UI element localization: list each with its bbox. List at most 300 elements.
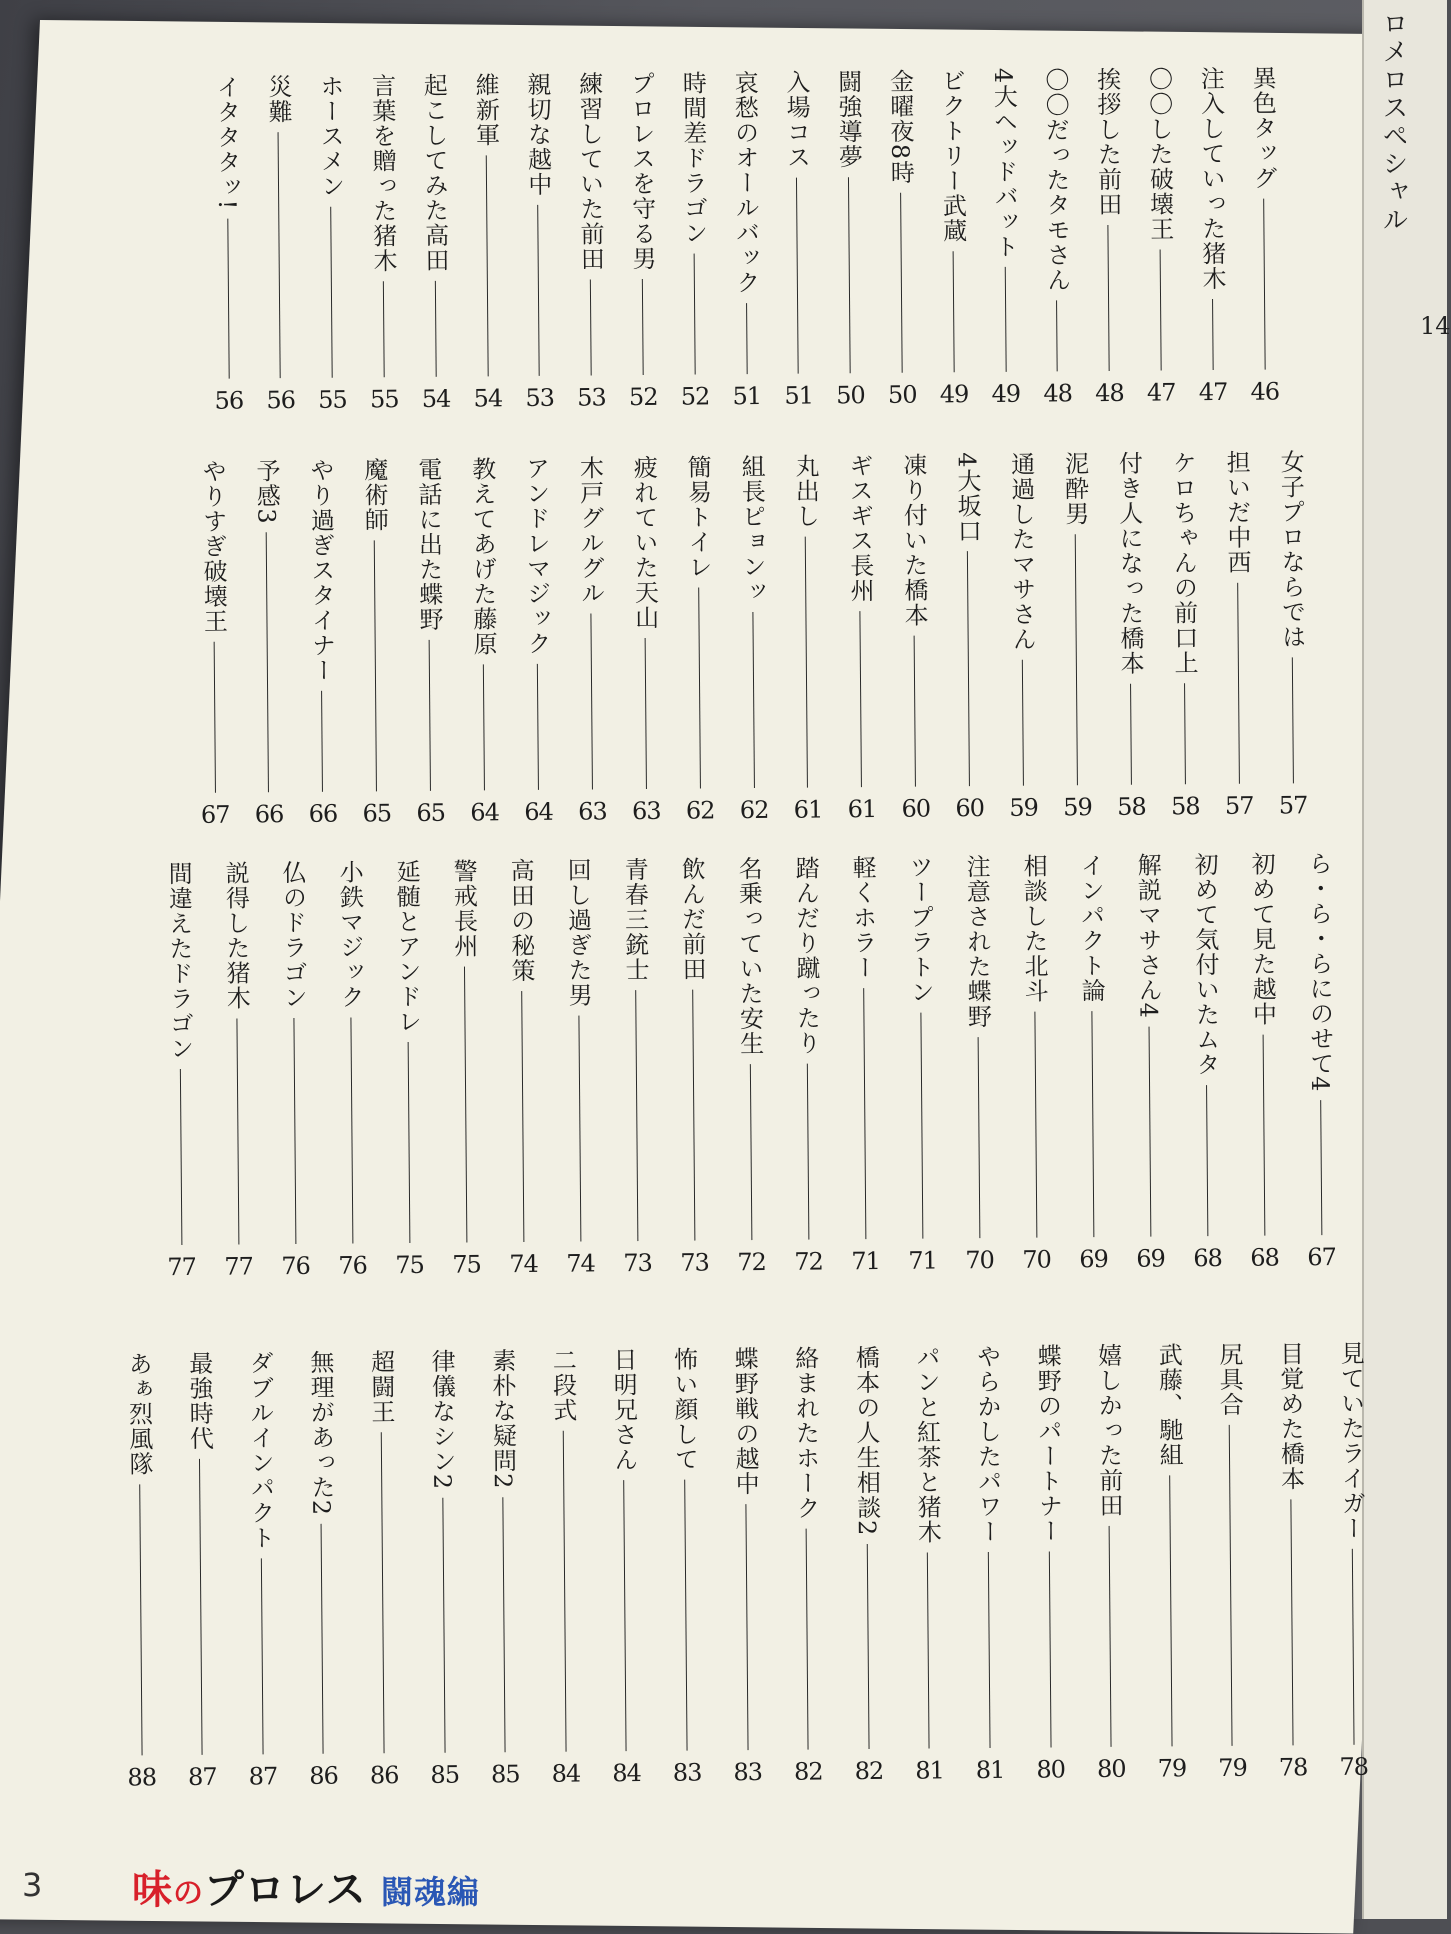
leader-line [866, 1544, 869, 1749]
toc-entry [968, 1344, 1008, 1784]
toc-entry [423, 1349, 463, 1789]
toc-entry [901, 854, 941, 1274]
leader-line [1056, 300, 1058, 371]
entry-page-number: 77 [224, 1252, 253, 1281]
toc-entry [844, 855, 884, 1275]
entry-page-number: 69 [1079, 1244, 1108, 1274]
leader-line [537, 205, 539, 376]
leader-line [383, 281, 385, 377]
toc-entry [362, 1349, 402, 1789]
leader-line [227, 218, 229, 378]
leader-line [698, 588, 701, 789]
entry-title: 簡易トイレ [683, 454, 713, 580]
leader-line [927, 1553, 930, 1749]
entry-title: 付き人になった橋本 [1114, 450, 1145, 676]
entry-title: 二段式 [548, 1347, 577, 1423]
entry-page-number: 60 [901, 794, 931, 823]
toc-entry [1129, 852, 1169, 1272]
toc-entry [1150, 1342, 1190, 1782]
entry-title: 挨拶した前田 [1092, 66, 1122, 218]
entry-page-number: 57 [1224, 791, 1254, 820]
toc-entry [933, 68, 972, 408]
toc-entry [1003, 452, 1042, 822]
entry-title: 4大坂口 [952, 452, 982, 544]
entry-title: 蝶野のパートナー [1033, 1343, 1063, 1544]
toc-entry [841, 453, 880, 823]
leader-line [442, 1498, 445, 1753]
leader-line [623, 1480, 626, 1751]
leader-line [684, 1480, 687, 1751]
leader-line [1004, 267, 1006, 372]
leader-line [848, 177, 851, 373]
leader-line [806, 1064, 809, 1240]
leader-line [860, 611, 863, 787]
toc-entry [665, 1346, 705, 1786]
entry-page-number: 66 [254, 800, 284, 829]
leader-line [562, 1431, 566, 1752]
entry-page-number: 53 [577, 383, 606, 412]
entry-page-number: 61 [847, 794, 877, 824]
leader-line [236, 1019, 239, 1245]
toc-entry [673, 856, 713, 1276]
toc-entry [1110, 451, 1149, 821]
entry-page-number: 77 [167, 1252, 196, 1282]
entry-page-number: 51 [732, 381, 762, 411]
entry-title: 練習していた前田 [574, 71, 605, 272]
toc-entry [217, 860, 257, 1280]
toc-entry [1029, 1343, 1069, 1783]
leader-line [745, 1504, 748, 1750]
toc-entry [502, 858, 542, 1278]
leader-line [330, 207, 332, 378]
entry-title: 高田の秘策 [506, 857, 536, 984]
toc-entry [312, 74, 351, 414]
toc-entry [1037, 67, 1076, 407]
entry-title: インパクト論 [1076, 852, 1106, 1004]
entry-page-number: 61 [793, 795, 823, 824]
toc-entry [1332, 1341, 1372, 1781]
entry-page-number: 48 [1095, 378, 1124, 408]
entry-title: 尻具合 [1214, 1341, 1244, 1418]
entry-page-number: 86 [369, 1761, 399, 1790]
entry-title: 言葉を贈った猪木 [367, 73, 398, 274]
leader-line [502, 1498, 505, 1753]
entry-page-number: 55 [318, 385, 347, 414]
entry-title: 間違えたドラゴン [164, 860, 194, 1062]
entry-page-number: 80 [1096, 1754, 1126, 1784]
entry-title: 日明兄さん [608, 1347, 638, 1473]
toc-entry [949, 452, 988, 822]
entry-title: 見ていたライガー [1336, 1340, 1366, 1541]
toc-entry [787, 1345, 827, 1785]
entry-title: 律儀なシン2 [427, 1348, 457, 1491]
entry-page-number: 78 [1339, 1752, 1369, 1781]
leader-line [199, 1459, 203, 1755]
toc-entry [895, 452, 934, 822]
entry-page-number: 76 [338, 1251, 367, 1280]
leader-line [266, 533, 269, 793]
entry-title: 注入していった猪木 [1196, 65, 1227, 292]
entry-title: 維新軍 [471, 72, 500, 148]
leader-line [746, 303, 748, 374]
leader-line [988, 1552, 991, 1748]
entry-title: 4大ヘッドバット [989, 67, 1019, 260]
entry-page-number: 46 [1250, 377, 1280, 406]
leader-line [1159, 249, 1161, 370]
toc-entry [958, 854, 998, 1274]
entry-page-number: 73 [680, 1248, 709, 1277]
logo-char1: 味 [132, 1867, 173, 1913]
leader-line [1034, 1012, 1037, 1238]
entry-title: 通過したマサさん [1006, 451, 1037, 652]
entry-page-number: 85 [430, 1760, 460, 1789]
leader-line [483, 664, 485, 790]
toc-entry [467, 72, 506, 412]
logo-main: プロレス [204, 1867, 367, 1913]
logo-sub: 闘魂編 [380, 1873, 480, 1911]
leader-line [1351, 1549, 1354, 1745]
entry-title: 説得した猪木 [221, 860, 251, 1011]
leader-line [179, 1069, 182, 1245]
entry-page-number: 75 [395, 1250, 424, 1280]
entry-title: ら・ら・らにのせて4 [1304, 850, 1335, 1093]
leader-line [578, 1016, 581, 1242]
toc-entry [847, 1345, 887, 1785]
leader-line [485, 155, 488, 376]
toc-entry [410, 457, 449, 827]
entry-page-number: 58 [1170, 792, 1200, 821]
entry-title: 飲んだ前田 [677, 856, 707, 982]
entry-title: 泥酔男 [1060, 451, 1090, 527]
entry-page-number: 71 [851, 1246, 880, 1276]
entry-page-number: 57 [1278, 791, 1308, 820]
leader-line [213, 642, 215, 793]
entry-title: プロレスを守る男 [626, 70, 657, 272]
entry-title: 素朴な疑問2 [487, 1348, 517, 1490]
toc-entry [787, 855, 827, 1275]
toc-entry [464, 456, 503, 826]
entry-page-number: 70 [965, 1245, 994, 1275]
entry-title: 木戸グルグル [575, 455, 605, 606]
entry-title: 初めて見た越中 [1247, 851, 1277, 1027]
entry-title: 初めて気付いたムタ [1190, 851, 1220, 1078]
entry-title: 哀愁のオールバック [730, 69, 760, 296]
entry-title: やりすぎ破壊王 [198, 458, 228, 634]
entry-page-number: 63 [631, 796, 661, 826]
toc-entry [616, 857, 656, 1277]
leader-line [590, 279, 592, 375]
toc-entry [1211, 1342, 1251, 1782]
toc-entry [484, 1348, 524, 1788]
toc-entry [830, 69, 869, 409]
entry-page-number: 68 [1193, 1243, 1222, 1273]
leader-line [381, 1432, 385, 1753]
leader-line [806, 1529, 809, 1750]
leader-line [1206, 1085, 1208, 1236]
entry-page-number: 58 [1117, 792, 1146, 821]
toc-entry [559, 857, 599, 1277]
logo-char2: の [173, 1876, 204, 1911]
toc-entry [544, 1348, 584, 1788]
entry-page-number: 54 [421, 384, 451, 413]
entry-page-number: 85 [490, 1760, 520, 1789]
entry-title: 目覚めた橋本 [1275, 1341, 1305, 1492]
toc-entry [1072, 853, 1112, 1273]
leader-line [642, 279, 644, 375]
entry-title: 〇〇だったタモさん [1040, 67, 1071, 293]
entry-page-number: 84 [612, 1759, 641, 1788]
toc-entry [625, 455, 664, 825]
leader-line [635, 990, 638, 1241]
toc-entry [208, 74, 247, 414]
entry-title: 仏のドラゴン [278, 859, 308, 1011]
leader-line [749, 1064, 752, 1240]
leader-line [796, 178, 799, 374]
toc-entry [445, 858, 485, 1278]
entry-page-number: 56 [266, 386, 296, 415]
entry-title: 警戒長州 [449, 858, 478, 959]
toc-entry [985, 68, 1024, 408]
entry-title: あぁ烈風隊 [124, 1351, 154, 1477]
entry-page-number: 54 [473, 384, 503, 413]
entry-title: 名乗っていた安生 [734, 855, 764, 1057]
entry-page-number: 80 [1036, 1755, 1066, 1784]
entry-page-number: 70 [1022, 1245, 1051, 1274]
entry-page-number: 86 [309, 1761, 338, 1790]
entry-page-number: 74 [509, 1249, 538, 1279]
leader-line [1237, 583, 1240, 784]
entry-title: ビクトリー武蔵 [937, 68, 967, 244]
entry-title: 入場コス [781, 69, 811, 170]
leader-line [1048, 1551, 1051, 1747]
entry-page-number: 49 [939, 380, 969, 409]
entry-title: 注意された蝶野 [962, 853, 992, 1030]
entry-title: 無理があった2 [305, 1349, 336, 1517]
entry-page-number: 69 [1136, 1244, 1165, 1273]
toc-entry [1090, 1343, 1130, 1783]
entry-title: 橋本の人生相談2 [851, 1344, 881, 1537]
leader-line [692, 990, 695, 1241]
entry-title: イタタタッ! [212, 74, 242, 211]
entry-page-number: 47 [1146, 378, 1176, 407]
leader-line [350, 1018, 353, 1244]
toc-entry [571, 71, 610, 411]
entry-page-number: 82 [854, 1756, 884, 1786]
entry-page-number: 79 [1218, 1753, 1247, 1782]
entry-title: 怖い顔して [669, 1346, 699, 1472]
toc-entry [1271, 1341, 1311, 1781]
leader-line [293, 1018, 296, 1244]
entry-title: 軽くホラー [848, 854, 878, 981]
leader-line [900, 193, 903, 373]
leader-line [1320, 1100, 1322, 1235]
entry-page-number: 71 [908, 1246, 937, 1275]
leader-line [321, 691, 323, 792]
toc-entry [908, 1344, 948, 1784]
entry-page-number: 50 [836, 381, 865, 410]
toc-entry [1089, 67, 1128, 407]
toc-entry [363, 73, 402, 413]
toc-entry [388, 859, 428, 1279]
leader-line [1263, 199, 1265, 370]
leader-line [374, 540, 377, 791]
entry-page-number: 52 [628, 382, 658, 412]
toc-entry [1244, 65, 1283, 405]
entry-page-number: 82 [793, 1757, 823, 1786]
entry-page-number: 59 [1063, 793, 1092, 822]
leader-line [952, 251, 954, 372]
entry-page-number: 87 [248, 1762, 278, 1791]
leader-line [1229, 1425, 1233, 1746]
toc-entry [787, 453, 826, 823]
entry-title: 魔術師 [359, 457, 389, 533]
toc-entry [1140, 66, 1179, 406]
toc-entry [120, 1351, 160, 1791]
entry-page-number: 56 [214, 386, 244, 415]
entry-title: パンと紅茶と猪木 [911, 1344, 942, 1545]
leader-line [1109, 1526, 1112, 1747]
toc-row [0, 448, 1448, 831]
leader-line [1291, 657, 1293, 783]
toc-entry [1300, 851, 1340, 1271]
leader-line [920, 1013, 923, 1239]
entry-page-number: 65 [362, 799, 392, 828]
entry-page-number: 76 [281, 1251, 310, 1281]
entry-page-number: 62 [685, 796, 715, 825]
entry-page-number: 67 [200, 800, 230, 829]
entry-page-number: 52 [680, 382, 710, 411]
leader-line [139, 1484, 142, 1755]
next-page-number: 14 [1420, 312, 1451, 340]
leader-line [590, 613, 593, 789]
leader-line [435, 281, 437, 377]
toc-entry [248, 458, 287, 828]
entry-title: 組長ピョンッ [737, 453, 767, 605]
leader-line [537, 664, 539, 790]
toc-entry [571, 455, 610, 825]
entry-page-number: 60 [955, 794, 985, 823]
entry-title: 担いだ中西 [1222, 449, 1252, 575]
toc-row [0, 850, 1449, 1283]
entry-page-number: 87 [187, 1762, 217, 1791]
entry-title: ダブルインパクト [245, 1350, 275, 1551]
toc-entry [302, 458, 341, 828]
entry-page-number: 53 [525, 383, 555, 413]
entry-page-number: 65 [416, 798, 446, 827]
entry-page-number: 66 [308, 799, 338, 828]
entry-page-number: 73 [623, 1248, 652, 1278]
leader-line [1212, 299, 1214, 370]
leader-line [1290, 1499, 1293, 1745]
leader-line [967, 551, 970, 786]
toc-entry [1218, 450, 1257, 820]
entry-title: 時間差ドラゴン [678, 70, 708, 246]
entry-title: 相談した北斗 [1019, 853, 1049, 1004]
entry-title: 教えてあげた藤原 [467, 456, 498, 657]
leader-line [863, 988, 866, 1239]
leader-line [463, 967, 466, 1243]
entry-title: 電話に出た蝶野 [413, 456, 444, 632]
entry-page-number: 88 [127, 1763, 157, 1792]
leader-line [521, 991, 524, 1242]
leader-line [914, 636, 916, 787]
toc-entry [519, 72, 558, 412]
entry-page-number: 78 [1278, 1753, 1308, 1782]
entry-title: 凍り付いた橋本 [898, 452, 929, 628]
toc-entry [260, 74, 299, 414]
toc-entry [1056, 451, 1095, 821]
toc-row [0, 64, 1448, 417]
toc-entry [356, 457, 395, 827]
toc-entry [605, 1347, 645, 1787]
toc-entry [160, 861, 200, 1281]
leader-line [1262, 1035, 1265, 1236]
entry-page-number: 64 [470, 798, 500, 827]
entry-page-number: 50 [887, 380, 917, 409]
leader-line [644, 638, 646, 789]
toc-entry [1186, 852, 1226, 1272]
toc-entry [730, 856, 770, 1276]
toc-entry [517, 456, 556, 826]
leader-line [1107, 225, 1109, 371]
leader-line [278, 132, 281, 378]
entry-page-number: 79 [1157, 1754, 1187, 1783]
entry-page-number: 81 [915, 1756, 944, 1785]
toc-entry [726, 1346, 766, 1786]
leader-line [1130, 684, 1132, 785]
toc-entry [1243, 851, 1283, 1271]
entry-page-number: 49 [991, 379, 1021, 408]
next-page-title: ロメロスペシャル [1378, 10, 1408, 234]
entry-title: 踏んだり蹴ったり [791, 855, 821, 1056]
entry-title: 予感3 [251, 458, 281, 525]
entry-title: 疲れていた天山 [629, 454, 659, 631]
entry-title: アンドレマジック [521, 455, 552, 657]
entry-title: やり過ぎスタイナー [305, 457, 336, 683]
entry-page-number: 67 [1307, 1242, 1336, 1272]
toc-entry [679, 454, 718, 824]
entry-title: 蝶野戦の越中 [730, 1345, 760, 1497]
leader-line [1075, 534, 1078, 785]
entry-page-number: 81 [975, 1755, 1005, 1785]
entry-title: 丸出し [790, 453, 820, 529]
entry-page-number: 63 [578, 797, 607, 826]
entry-title: 青春三銃士 [620, 856, 650, 983]
entry-page-number: 74 [566, 1249, 595, 1278]
toc-entry [331, 859, 371, 1279]
toc-entry [1192, 66, 1231, 406]
toc-entry [881, 69, 920, 409]
toc-entry [274, 860, 314, 1280]
leader-line [1184, 683, 1186, 784]
entry-title: 延髄とアンドレ [392, 858, 422, 1035]
entry-title: 異色タッグ [1248, 65, 1278, 191]
entry-title: 親切な越中 [522, 71, 552, 198]
entry-page-number: 62 [739, 795, 769, 825]
toc-entry [1015, 853, 1055, 1273]
toc-entry [778, 70, 817, 410]
entry-title: 最強時代 [184, 1350, 214, 1451]
leader-line [1091, 1011, 1094, 1237]
leader-line [429, 640, 431, 791]
leader-line [977, 1037, 980, 1238]
entry-page-number: 72 [737, 1247, 766, 1277]
entry-page-number: 64 [524, 797, 553, 827]
entry-title: 絡まれたホーク [790, 1345, 821, 1521]
toc-entry [622, 71, 661, 411]
entry-page-number: 47 [1198, 377, 1228, 407]
entry-title: 嬉しかった前田 [1093, 1342, 1124, 1519]
